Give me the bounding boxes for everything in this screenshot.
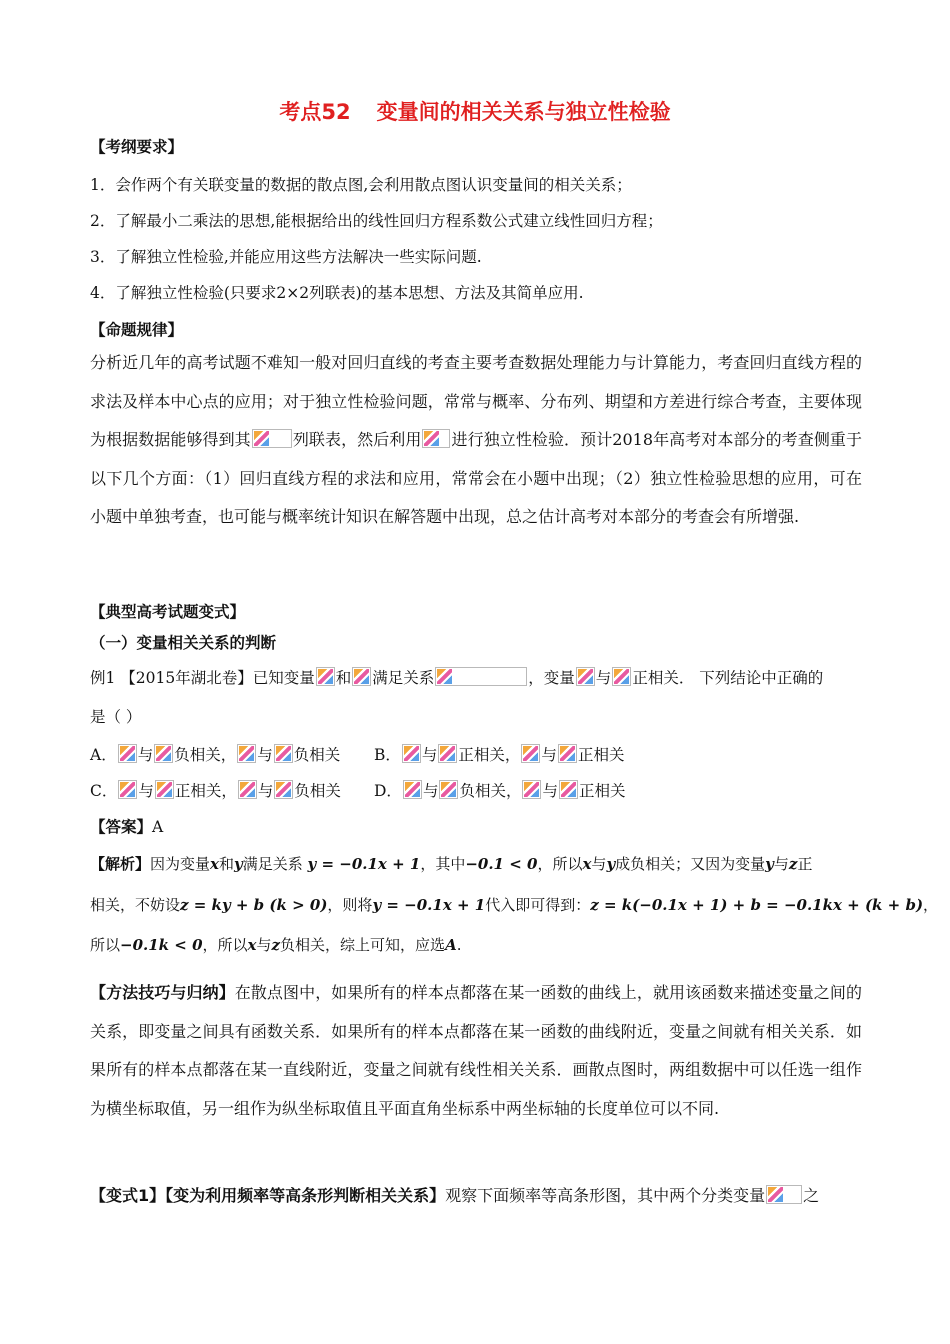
analysis-text: 与 — [773, 855, 789, 873]
subsection-heading: （一）变量相关关系的判断 — [90, 634, 277, 652]
option-text: 与 — [257, 782, 274, 800]
pattern-text-a: 分析近几年的高考试题不难知一般对回归直线的考查主要考查数据处理能力与计算能力，考查回归直线方程的求法及样本中心点的应用；对于独立性检验问题，常常与概率、分布列、期望和方差进行综合考查，主要体现为根据数据能够得到其 — [90, 353, 862, 450]
variant-label: 【变式1】 — [90, 1186, 166, 1205]
option-a — [90, 744, 340, 765]
variant-line — [90, 1185, 819, 1206]
page-title — [0, 96, 950, 126]
var-y: y — [606, 855, 616, 873]
option-text: 正相关 — [578, 782, 626, 800]
option-text: 负相关 — [293, 746, 341, 764]
example-line-2: 是（ ） — [90, 708, 142, 726]
analysis-text: 相关，不妨设 — [90, 896, 181, 914]
formula-image-placeholder — [403, 780, 422, 799]
formula-image-placeholder — [438, 744, 457, 763]
option-text: 与 — [421, 746, 438, 764]
analysis-text: ， — [923, 896, 939, 914]
title-text: 变量间的相关关系与独立性检验 — [376, 100, 671, 124]
pattern-text-c: 进行独立性检验．预计2018年高考对本部分的考查侧重于以下几个方面：（1）回归直线方程的求法和应用，常常会在小题中出现；（2）独立性检验思想的应用，可在小题中单独考查，也可能与概率统计知识在解答题中出现，总之估计高考对本部分的考查会有所增强. — [90, 430, 862, 527]
analysis-text: 因为变量 — [150, 855, 211, 873]
analysis-text: 和 — [218, 855, 234, 873]
answer-value: A — [152, 818, 164, 836]
inequality: −0.1k < 0 — [120, 936, 203, 954]
example-text: ，变量 — [528, 669, 575, 687]
analysis-text: ，其中 — [420, 855, 466, 873]
option-label: C． — [90, 782, 118, 800]
option-label: D． — [374, 782, 402, 800]
syllabus-item-1: 1．会作两个有关联变量的数据的散点图,会利用散点图认识变量间的相关关系； — [90, 176, 632, 194]
answer-line — [90, 817, 163, 837]
answer-label: 【答案】 — [90, 818, 153, 836]
formula-image-placeholder — [118, 744, 137, 763]
formula-image-placeholder — [237, 744, 256, 763]
analysis-text: 与 — [591, 855, 607, 873]
var-y: y — [765, 855, 774, 873]
option-d — [374, 780, 626, 801]
option-text: 与 — [541, 746, 557, 764]
analysis-text: ，所以 — [202, 936, 248, 954]
formula-image-placeholder — [154, 744, 173, 763]
option-text: 负相关 — [294, 782, 341, 800]
analysis-line-1 — [90, 854, 812, 874]
option-c — [90, 780, 341, 801]
option-text: 与 — [137, 746, 154, 764]
analysis-text: 代入即可得到： — [485, 896, 591, 914]
pattern-text-b: 列联表，然后利用 — [292, 430, 422, 450]
formula-image-placeholder — [612, 667, 631, 686]
example-text: 正相关． 下列结论中正确的 — [632, 669, 824, 687]
formula-image-placeholder — [766, 1185, 802, 1204]
analysis-text: . — [456, 936, 462, 954]
variant-text: 之 — [803, 1186, 820, 1205]
analysis-text: 负相关，综上可知，应选 — [280, 936, 446, 954]
syllabus-item-3: 3．了解独立性检验,并能应用这些方法解决一些实际问题. — [90, 248, 482, 266]
method-paragraph — [90, 974, 862, 1128]
var-x: x — [210, 855, 219, 873]
analysis-text: 所以 — [90, 936, 121, 954]
syllabus-item-4: 4．了解独立性检验(只要求2×2列联表)的基本思想、方法及其简单应用. — [90, 284, 584, 302]
syllabus-heading: 【考纲要求】 — [90, 138, 184, 156]
option-text: 正相关， — [174, 782, 237, 800]
variant-text: 观察下面频率等高条形图，其中两个分类变量 — [445, 1186, 766, 1205]
var-x: x — [582, 855, 592, 873]
formula-image-placeholder — [558, 744, 577, 763]
option-b — [374, 744, 624, 765]
example-text: 满足关系 — [372, 669, 435, 687]
formula-image-placeholder — [402, 744, 421, 763]
var-y: y — [234, 855, 243, 873]
variant-title: 【变为利用频率等高条形判断相关关系】 — [165, 1186, 446, 1205]
formula-image-placeholder — [521, 744, 540, 763]
equation: z = k(−0.1x + 1) + b = −0.1kx + (k + b) — [590, 896, 924, 914]
formula-image-placeholder — [435, 667, 527, 686]
var-z: z — [788, 855, 798, 873]
analysis-text: 满足关系 — [242, 855, 303, 873]
var-x: x — [247, 936, 257, 954]
equation: y = −0.1x + 1 — [307, 855, 421, 873]
formula-image-placeholder — [274, 744, 293, 763]
formula-image-placeholder — [352, 667, 371, 686]
method-text: 在散点图中，如果所有的样本点都落在某一函数的曲线上，就用该函数来描述变量之间的关系，即变量之间具有函数关系．如果所有的样本点都落在某一函数的曲线附近，变量之间就有相关关系．如果所有的样本点都落在某一直线附近，变量之间就有线性相关关系．画散点图时，两组数据中可以任选一组作为横坐标取值，另一组作为纵坐标取值且平面直角坐标系中两坐标轴的长度单位可以不同. — [90, 983, 862, 1118]
analysis-label: 【解析】 — [90, 855, 151, 873]
analysis-text: 与 — [256, 936, 272, 954]
option-text: 负相关， — [459, 782, 522, 800]
syllabus-item-2: 2．了解最小二乘法的思想,能根据给出的线性回归方程系数公式建立线性回归方程； — [90, 212, 663, 230]
option-text: 与 — [257, 746, 273, 764]
equation: z = ky + b (k > 0) — [180, 896, 328, 914]
formula-image-placeholder — [439, 780, 458, 799]
formula-image-placeholder — [422, 429, 450, 448]
formula-image-placeholder — [252, 429, 292, 448]
option-text: 与 — [138, 782, 154, 800]
option-text: 负相关， — [174, 746, 237, 764]
formula-image-placeholder — [559, 780, 578, 799]
formula-image-placeholder — [155, 780, 174, 799]
title-label: 考点52 — [279, 100, 351, 124]
equation: y = −0.1x + 1 — [372, 896, 486, 914]
option-text: 正相关， — [458, 746, 521, 764]
example-text: 与 — [595, 669, 612, 687]
analysis-text: ，则将 — [327, 896, 373, 914]
typical-heading: 【典型高考试题变式】 — [90, 603, 246, 621]
analysis-text: ，所以 — [537, 855, 583, 873]
analysis-text: 成负相关；又因为变量 — [615, 855, 766, 873]
formula-image-placeholder — [118, 780, 137, 799]
pattern-heading: 【命题规律】 — [90, 321, 184, 339]
formula-image-placeholder — [522, 780, 541, 799]
method-label: 【方法技巧与归纳】 — [90, 983, 235, 1002]
formula-image-placeholder — [316, 667, 335, 686]
option-text: 与 — [422, 782, 439, 800]
formula-image-placeholder — [274, 780, 293, 799]
option-label: B． — [374, 746, 401, 764]
formula-image-placeholder — [238, 780, 257, 799]
example-text: 和 — [335, 669, 352, 687]
analysis-line-2 — [90, 895, 938, 915]
option-text: 与 — [542, 782, 558, 800]
analysis-line-3 — [90, 935, 461, 955]
option-text: 正相关 — [577, 746, 625, 764]
pattern-paragraph — [90, 344, 862, 537]
analysis-text: 正 — [797, 855, 813, 873]
formula-image-placeholder — [576, 667, 595, 686]
var-z: z — [271, 936, 281, 954]
inequality: −0.1 < 0 — [465, 855, 538, 873]
example-text: 例1 【2015年湖北卷】已知变量 — [90, 669, 315, 687]
example-line-1 — [90, 667, 823, 688]
option-label: A． — [90, 746, 117, 764]
answer-choice: A — [445, 936, 457, 954]
